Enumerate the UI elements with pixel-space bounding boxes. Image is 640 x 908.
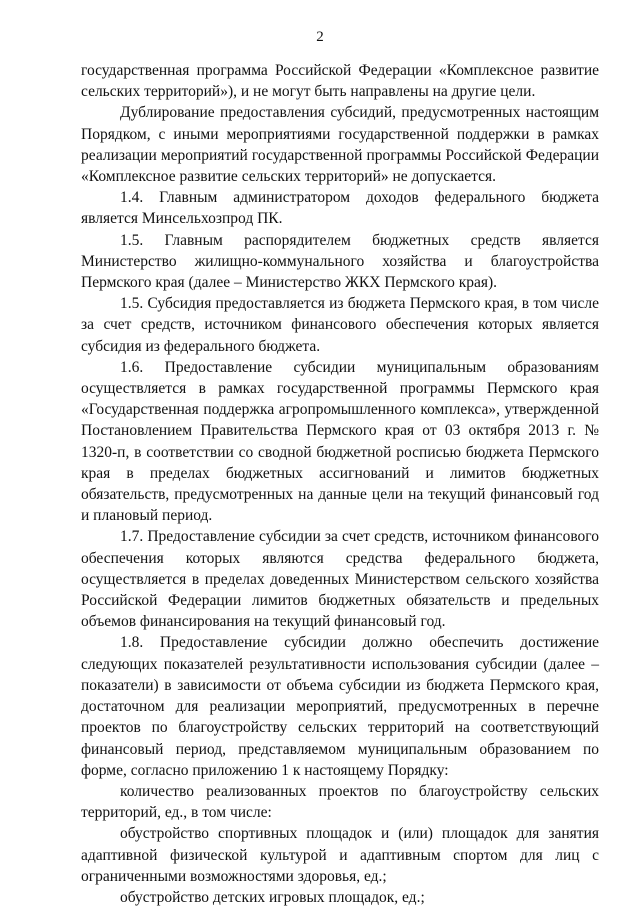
paragraph-1-5-subsidy-source: 1.5. Субсидия предоставляется из бюджета Пермского края, в том числе за счет средств, источником финансового обеспечения которых является субсидия из федерального бюджета. bbox=[81, 295, 599, 355]
paragraph-duplication-clause: Дублирование предоставления субсидий, предусмотренных настоящим Порядком, с иными мероприятиями государственной поддержки в рамках реализации мероприятий государственной программы Российской Федерации «Комплексное развитие сельских территорий» не допускается. bbox=[81, 104, 599, 186]
paragraph-continuation: государственная программа Российской Федерации «Комплексное развитие сельских территорий»), и не могут быть направлены на другие цели. bbox=[81, 62, 599, 101]
paragraph-1-4: 1.4. Главным администратором доходов федерального бюджета является Минсельхозпрод ПК. bbox=[81, 189, 599, 228]
list-item-playgrounds: обустройство детских игровых площадок, ед.; bbox=[120, 888, 425, 906]
paragraph-1-6: 1.6. Предоставление субсидии муниципальным образованиям осуществляется в рамках государственной программы Пермского края «Государственная поддержка агропромышленного комплекса», утвержденной Постановлением Правительства Пермского края от 03 октября 2013 г. № 1320-п, в соответствии со сводной бюджетной росписью бюджета Пермского края в пределах бюджетных ассигнований и лимитов бюджетных обязательств, предусмотренных на данные цели на текущий финансовый год и плановый период. bbox=[81, 358, 599, 525]
page-number: 2 bbox=[316, 29, 324, 45]
list-item-projects-count: количество реализованных проектов по благоустройству сельских территорий, ед., в том числе: bbox=[81, 782, 599, 822]
list-item-sports-grounds: обустройство спортивных площадок и (или) площадок для занятия адаптивной физической культурой и адаптивным спортом для лиц с ограниченными возможностями здоровья, ед.; bbox=[81, 825, 599, 885]
paragraph-1-5-distributor: 1.5. Главным распорядителем бюджетных средств является Министерство жилищно-коммунального хозяйства и благоустройства Пермского края (далее – Министерство ЖКХ Пермского края). bbox=[81, 231, 599, 292]
paragraph-1-7: 1.7. Предоставление субсидии за счет средств, источником финансового обеспечения которых являются средства федерального бюджета, осуществляется в пределах доведенных Министерством сельского хозяйства Российской Федерации лимитов бюджетных обязательств и предельных объемов финансирования на текущий финансовый год. bbox=[81, 528, 599, 631]
document-body bbox=[81, 60, 599, 908]
paragraph-1-8: 1.8. Предоставление субсидии должно обеспечить достижение следующих показателей результативности использования субсидии (далее – показатели) в зависимости от объема субсидии из бюджета Пермского края, достаточном для реализации мероприятий, предусмотренных в перечне проектов по благоустройству сельских территорий на соответствующий финансовый период, представляемом муниципальным образованием по форме, согласно приложению 1 к настоящему Порядку: bbox=[81, 634, 599, 779]
